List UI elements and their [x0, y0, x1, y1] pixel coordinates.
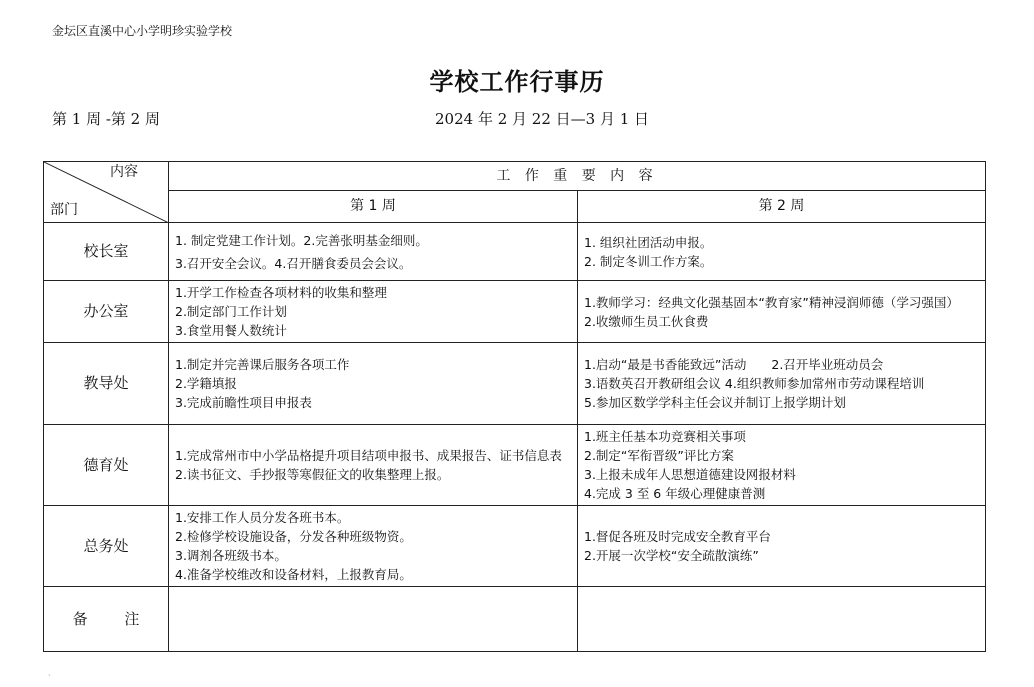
table-row	[44, 281, 986, 343]
task-item: 2.学籍填报	[175, 376, 237, 391]
task-item: 2.开展一次学校“安全疏散演练”	[584, 548, 759, 563]
dept-moral-education: 德育处	[44, 425, 169, 506]
task-item: 3.上报未成年人思想道德建设网报材料	[584, 467, 796, 482]
task-item: 3.语数英召开教研组会议 4.组织教师参加常州市劳动课程培训	[584, 376, 925, 391]
task-item: 4.完成 3 至 6 年级心理健康普测	[584, 486, 766, 501]
table-row	[44, 587, 986, 652]
task-item: 1. 组织社团活动申报。	[584, 234, 713, 250]
week2-tasks	[578, 223, 986, 281]
week1-tasks	[169, 425, 578, 506]
remarks-week1	[169, 587, 578, 652]
task-item: 2.检修学校设施设备，分发各种班级物资。	[175, 529, 412, 544]
task-item: 1.完成常州市中小学品格提升项目结项申报书、成果报告、证书信息表	[175, 448, 562, 463]
remarks-label: 备 注	[44, 587, 169, 652]
task-item: 1.教师学习：经典文化强基固本“教育家”精神浸润师德（学习强国）	[584, 294, 959, 310]
table-row	[44, 223, 986, 281]
task-item: 4.准备学校维改和设备材料，上报教育局。	[175, 567, 412, 582]
task-item: 2.收缴师生员工伙食费	[584, 313, 709, 329]
date-range: 2024 年 2 月 22 日—3 月 1 日	[435, 110, 650, 128]
task-item: 2.读书征文、手抄报等寒假征文的收集整理上报。	[175, 467, 450, 482]
task-item: 1.开学工作检查各项材料的收集和整理	[175, 285, 387, 300]
task-item: 1.启动“最是书香能致远”活动 2.召开毕业班动员会	[584, 357, 884, 372]
week2-tasks	[578, 506, 986, 587]
week1-tasks	[169, 506, 578, 587]
task-item: 3.召开安全会议。4.召开膳食委员会会议。	[175, 255, 412, 271]
section-header: 工 作 重 要 内 容	[169, 162, 986, 191]
dept-principal-office: 校长室	[44, 223, 169, 281]
task-item: 1.督促各班及时完成安全教育平台	[584, 529, 771, 544]
corner-cell	[44, 162, 169, 223]
task-item: 3.调剂各班级书本。	[175, 548, 287, 563]
task-item: 2.制定“军衔晋级”评比方案	[584, 448, 734, 463]
task-item: 1.安排工作人员分发各班书本。	[175, 510, 350, 525]
page-title: 学校工作行事历	[429, 67, 605, 96]
task-item: 2.制定部门工作计划	[175, 304, 287, 319]
task-item: 2. 制定冬训工作方案。	[584, 253, 713, 269]
table-row	[44, 343, 986, 425]
week2-header: 第 2 周	[578, 191, 986, 223]
week1-tasks	[169, 223, 578, 281]
dept-academic-affairs: 教导处	[44, 343, 169, 425]
task-item: 1. 制定党建工作计划。2.完善张明基金细则。	[175, 232, 428, 248]
week1-tasks	[169, 343, 578, 425]
school-name: 金坛区直溪中心小学明珍实验学校	[52, 24, 233, 38]
task-item: 3.食堂用餐人数统计	[175, 323, 287, 338]
week2-tasks	[578, 425, 986, 506]
week2-tasks	[578, 281, 986, 343]
corner-content-label: 内容	[110, 164, 138, 180]
dept-general-affairs: 总务处	[44, 506, 169, 587]
week2-tasks	[578, 343, 986, 425]
week1-header: 第 1 周	[169, 191, 578, 223]
remarks-week2	[578, 587, 986, 652]
page-mark: ·	[48, 671, 51, 680]
corner-dept-label: 部门	[50, 202, 78, 218]
task-item: 3.完成前瞻性项目申报表	[175, 395, 312, 410]
task-item: 1.班主任基本功竞赛相关事项	[584, 429, 746, 444]
week-range: 第 1 周 -第 2 周	[52, 110, 160, 128]
table-row	[44, 425, 986, 506]
dept-general-office: 办公室	[44, 281, 169, 343]
task-item: 5.参加区数学学科主任会议并制订上报学期计划	[584, 395, 846, 410]
table-row	[44, 506, 986, 587]
schedule-table	[43, 161, 986, 652]
task-item: 1.制定并完善课后服务各项工作	[175, 357, 350, 372]
week1-tasks	[169, 281, 578, 343]
